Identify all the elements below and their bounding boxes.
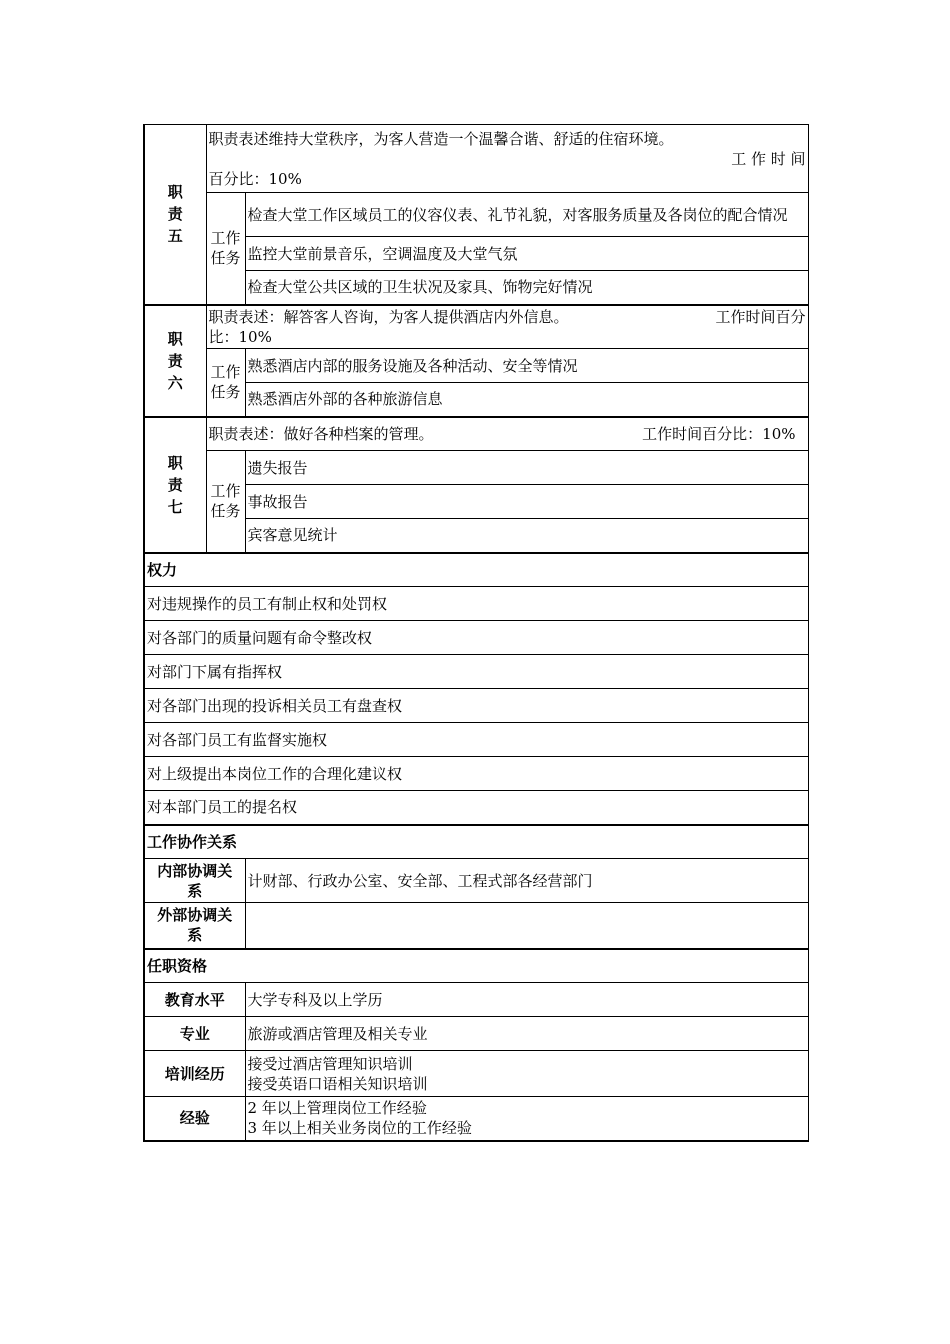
- duty-six-task-label: 工作 任务: [206, 349, 245, 417]
- power-item: 对部门下属有指挥权: [144, 655, 808, 689]
- duty-five-task: 检查大堂工作区域员工的仪容仪表、礼节礼貌，对客服务质量及各岗位的配合情况: [245, 193, 808, 237]
- major-value: 旅游或酒店管理及相关专业: [245, 1017, 808, 1051]
- internal-coordination-value: 计财部、行政办公室、安全部、工程式部各经营部门: [245, 859, 808, 903]
- duty-five-description: 职责表述维持大堂秩序，为客人营造一个温馨合谐、舒适的住宿环境。 工 作 时 间 百分比：10%: [206, 125, 808, 193]
- duty-six-description: 职责表述：解答客人咨询，为客人提供酒店内外信息。 工作时间百分 比：10%: [206, 305, 808, 349]
- duty-seven-description: 职责表述：做好各种档案的管理。 工作时间百分比：10%: [206, 417, 808, 451]
- cooperation-section-title: 工作协作关系: [144, 825, 808, 859]
- duty-seven-task-label: 工作 任务: [206, 451, 245, 553]
- power-item: 对上级提出本岗位工作的合理化建议权: [144, 757, 808, 791]
- power-item: 对违规操作的员工有制止权和处罚权: [144, 587, 808, 621]
- duties-table: [143, 124, 809, 1142]
- qualification-section-title: 任职资格: [144, 949, 808, 983]
- duty-seven-task: 事故报告: [245, 485, 808, 519]
- training-label: 培训经历: [144, 1051, 245, 1097]
- duty-five-task: 检查大堂公共区域的卫生状况及家具、饰物完好情况: [245, 271, 808, 305]
- power-item: 对本部门员工的提名权: [144, 791, 808, 825]
- experience-label: 经验: [144, 1097, 245, 1141]
- education-label: 教育水平: [144, 983, 245, 1017]
- power-item: 对各部门员工有监督实施权: [144, 723, 808, 757]
- education-value: 大学专科及以上学历: [245, 983, 808, 1017]
- power-section-title: 权力: [144, 553, 808, 587]
- internal-coordination-label: 内部协调关 系: [144, 859, 245, 903]
- duty-six-task: 熟悉酒店内部的服务设施及各种活动、安全等情况: [245, 349, 808, 383]
- external-coordination-label: 外部协调关 系: [144, 903, 245, 949]
- duty-six-task: 熟悉酒店外部的各种旅游信息: [245, 383, 808, 417]
- duty-five-task-label: 工作 任务: [206, 193, 245, 305]
- duty-five-label: 职 责 五: [144, 125, 206, 305]
- experience-value: 2 年以上管理岗位工作经验 3 年以上相关业务岗位的工作经验: [245, 1097, 808, 1141]
- job-description-document: [143, 124, 807, 1142]
- training-value: 接受过酒店管理知识培训 接受英语口语相关知识培训: [245, 1051, 808, 1097]
- duty-seven-label: 职 责 七: [144, 417, 206, 553]
- duty-seven-task: 宾客意见统计: [245, 519, 808, 553]
- power-item: 对各部门出现的投诉相关员工有盘查权: [144, 689, 808, 723]
- duty-six-label: 职 责 六: [144, 305, 206, 417]
- duty-seven-task: 遗失报告: [245, 451, 808, 485]
- major-label: 专业: [144, 1017, 245, 1051]
- external-coordination-value: [245, 903, 808, 949]
- power-item: 对各部门的质量问题有命令整改权: [144, 621, 808, 655]
- duty-five-task: 监控大堂前景音乐，空调温度及大堂气氛: [245, 237, 808, 271]
